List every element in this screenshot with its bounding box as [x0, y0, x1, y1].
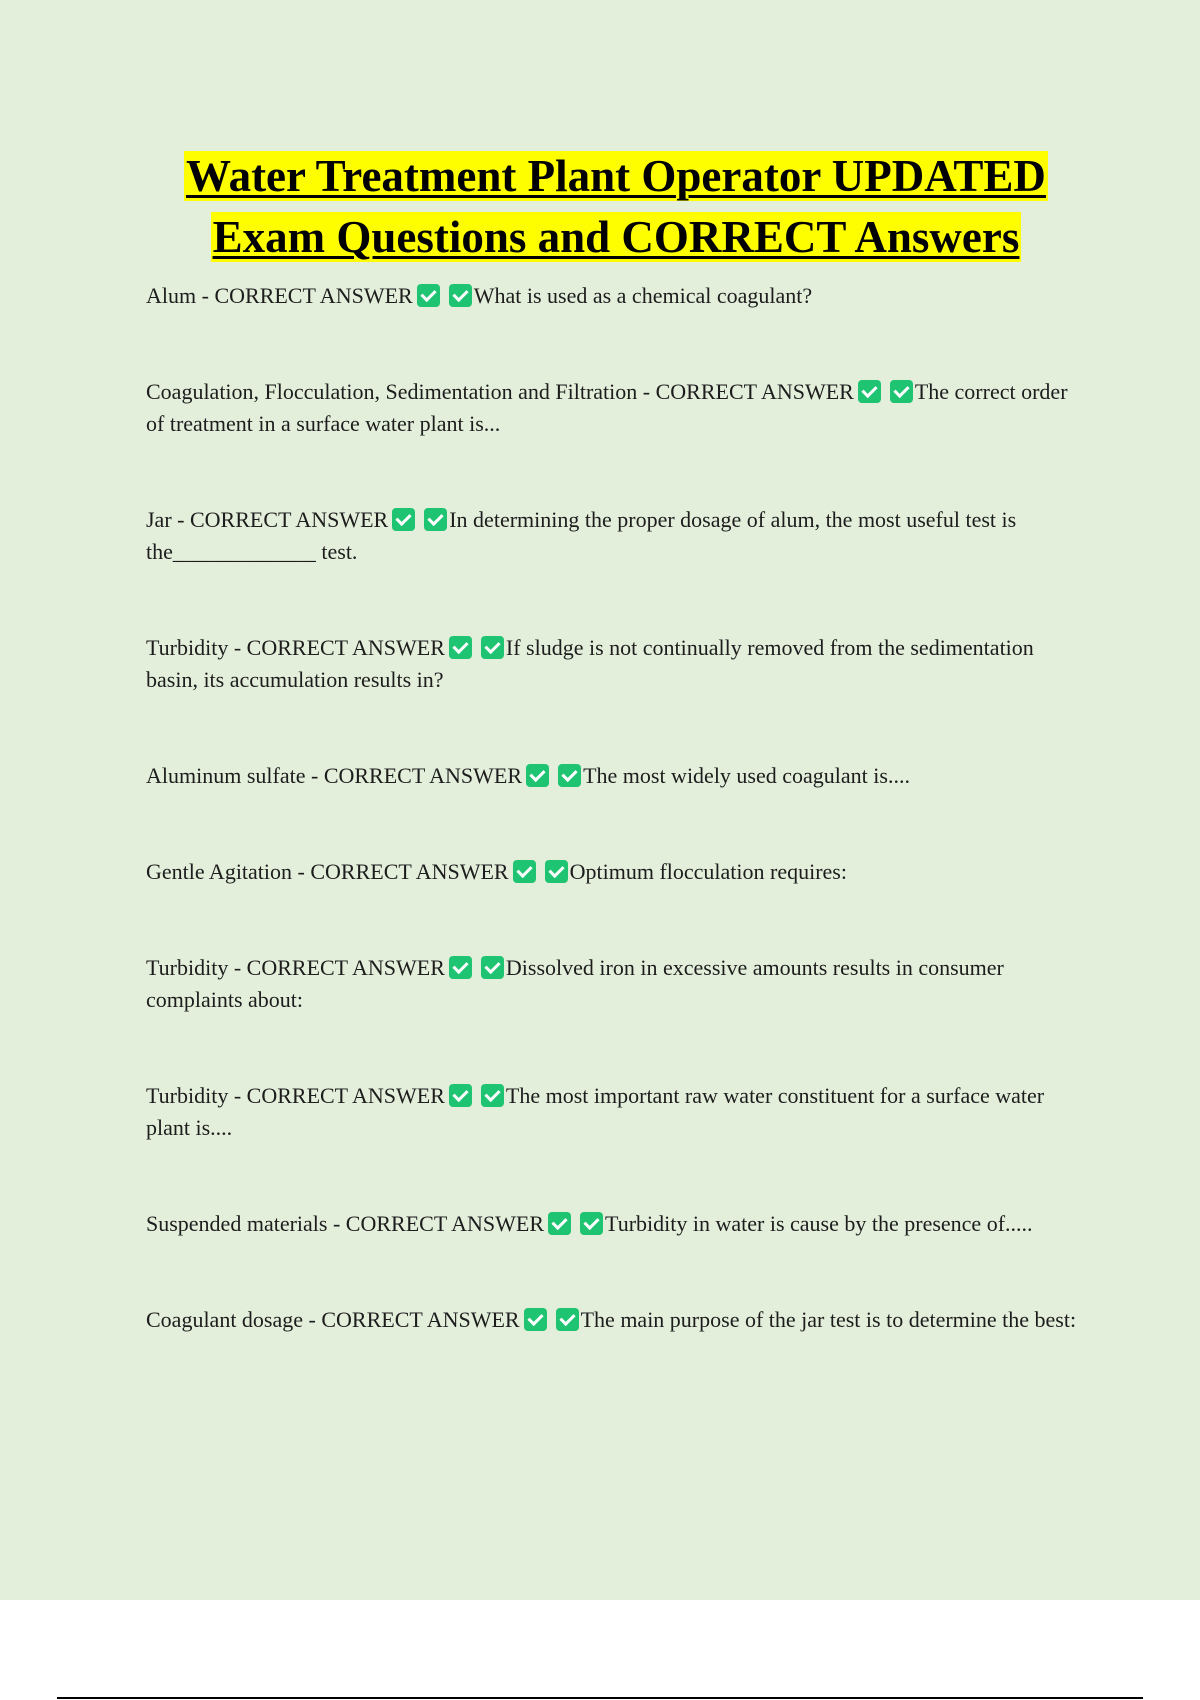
question: Dissolved iron in excessive amounts results in consumer complaints about:: [146, 955, 1004, 1012]
answer-tag: CORRECT ANSWER: [323, 763, 523, 788]
check-icon: [481, 956, 504, 979]
question: Optimum flocculation requires:: [569, 859, 847, 884]
qa-item-2: Coagulation, Flocculation, Sedimentation and Filtration - CORRECT ANSWER The correct order of treatment in a surface water plant is...: [146, 379, 1068, 436]
answer-tag: CORRECT ANSWER: [214, 283, 413, 308]
answer: Turbidity: [146, 635, 229, 660]
check-icon: [548, 1212, 571, 1235]
qa-item-10: Coagulant dosage - CORRECT ANSWER The main purpose of the jar test is to determine the best:: [146, 1307, 1077, 1332]
check-icon: [449, 284, 472, 307]
check-icon: [481, 1084, 504, 1107]
qa-item-7: Turbidity - CORRECT ANSWER Dissolved iron in excessive amounts results in consumer complaints about:: [146, 955, 1004, 1012]
check-icon: [580, 1212, 603, 1235]
check-icon: [449, 956, 472, 979]
answer-tag: CORRECT ANSWER: [189, 507, 389, 532]
answer-tag: CORRECT ANSWER: [655, 379, 854, 404]
check-icon: [526, 764, 549, 787]
document-title: [146, 146, 1086, 268]
question: Turbidity in water is cause by the presence of.....: [605, 1211, 1033, 1236]
answer: Gentle Agitation: [146, 859, 293, 884]
qa-item-9: Suspended materials - CORRECT ANSWER Turbidity in water is cause by the presence of.....: [146, 1211, 1033, 1236]
qa-item-4: Turbidity - CORRECT ANSWER If sludge is not continually removed from the sedimentation basin, its accumulation results in?: [146, 635, 1034, 692]
title-line-2: Exam Questions and CORRECT Answers: [212, 212, 1020, 262]
footer-rule: [57, 1697, 1143, 1699]
check-icon: [556, 1308, 579, 1331]
qa-item-6: Gentle Agitation - CORRECT ANSWER Optimum flocculation requires:: [146, 859, 847, 884]
answer-tag: CORRECT ANSWER: [246, 955, 445, 980]
check-icon: [449, 636, 472, 659]
check-icon: [545, 860, 568, 883]
answer-tag: CORRECT ANSWER: [246, 1083, 445, 1108]
answer: Jar: [146, 507, 172, 532]
question: The main purpose of the jar test is to determine the best:: [580, 1307, 1077, 1332]
question: What is used as a chemical coagulant?: [473, 283, 813, 308]
check-icon: [417, 284, 440, 307]
answer: Aluminum sulfate: [146, 763, 306, 788]
answer: Coagulation, Flocculation, Sedimentation and Filtration: [146, 379, 638, 404]
qa-item-3: Jar - CORRECT ANSWER In determining the proper dosage of alum, the most useful test is the_____________ test.: [146, 507, 1017, 564]
answer: Alum: [146, 283, 197, 308]
question: The correct order of treatment in a surface water plant is...: [146, 379, 1068, 436]
question: In determining the proper dosage of alum, the most useful test is the_____________ test.: [146, 507, 1017, 564]
answer: Turbidity: [146, 955, 229, 980]
answer-tag: CORRECT ANSWER: [321, 1307, 520, 1332]
check-icon: [513, 860, 536, 883]
check-icon: [392, 508, 415, 531]
answer: Suspended materials: [146, 1211, 328, 1236]
answer: Coagulant dosage: [146, 1307, 304, 1332]
qa-item-5: Aluminum sulfate - CORRECT ANSWER The most widely used coagulant is....: [146, 763, 910, 788]
check-icon: [558, 764, 581, 787]
check-icon: [424, 508, 447, 531]
qa-list: [146, 280, 1086, 1336]
qa-item-8: Turbidity - CORRECT ANSWER The most important raw water constituent for a surface water plant is....: [146, 1083, 1045, 1140]
check-icon: [890, 380, 913, 403]
check-icon: [524, 1308, 547, 1331]
check-icon: [449, 1084, 472, 1107]
question: If sludge is not continually removed from the sedimentation basin, its accumulation results in?: [146, 635, 1034, 692]
question: The most important raw water constituent for a surface water plant is....: [146, 1083, 1045, 1140]
answer: Turbidity: [146, 1083, 229, 1108]
title-line-1: Water Treatment Plant Operator UPDATED: [186, 151, 1046, 201]
check-icon: [481, 636, 504, 659]
check-icon: [858, 380, 881, 403]
answer-tag: CORRECT ANSWER: [310, 859, 509, 884]
answer-tag: CORRECT ANSWER: [345, 1211, 545, 1236]
qa-item-1: Alum - CORRECT ANSWER What is used as a chemical coagulant?: [146, 283, 813, 308]
question: The most widely used coagulant is....: [583, 763, 910, 788]
answer-tag: CORRECT ANSWER: [246, 635, 445, 660]
